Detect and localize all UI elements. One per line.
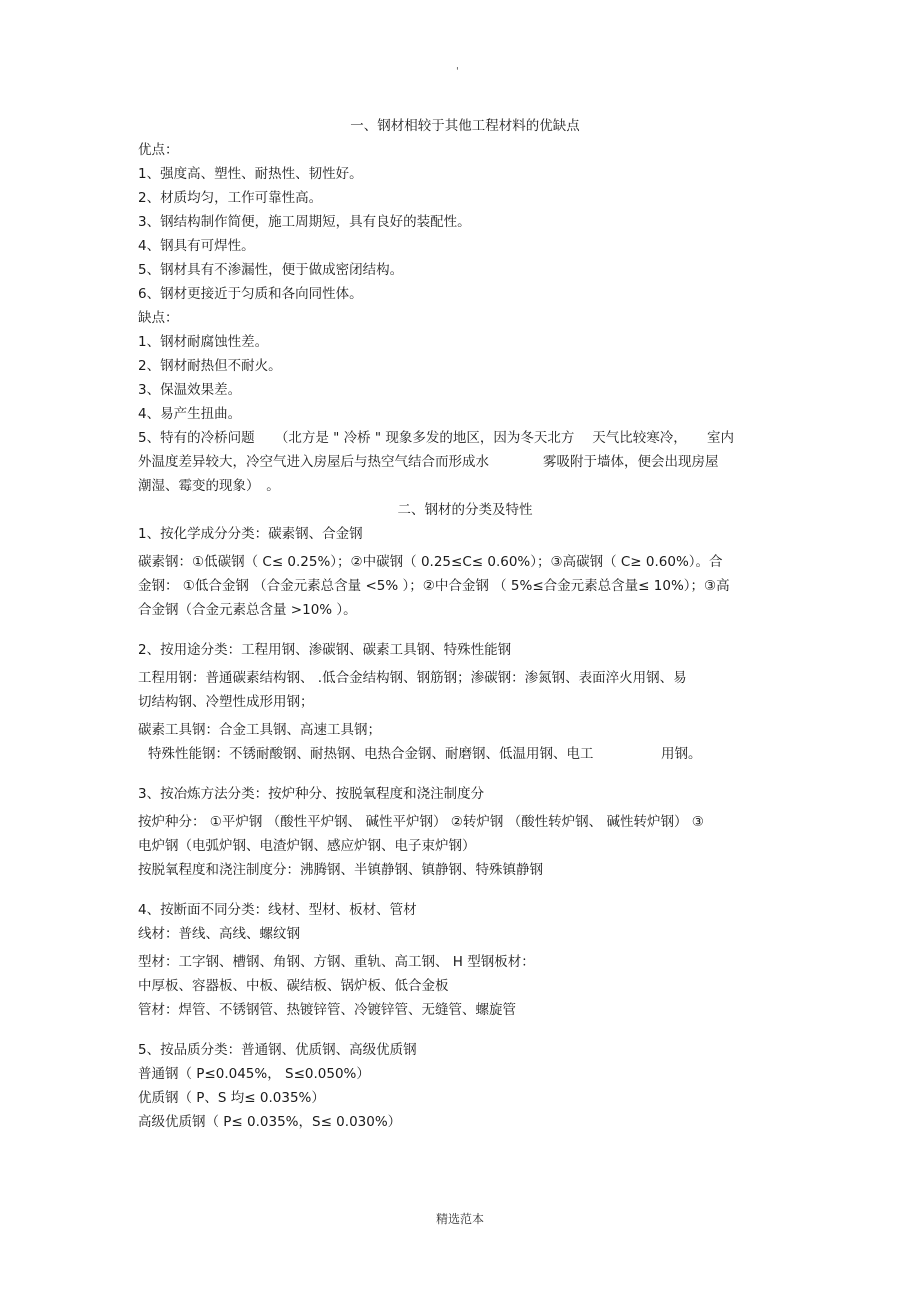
quality-class-line-2: 优质钢（ P、S 均≤ 0.035%）: [138, 1090, 325, 1106]
con-item-2: 2、钢材耐热但不耐火。: [138, 358, 282, 374]
use-class-line-4: 特殊性能钢：不锈耐酸钢、耐热钢、电热合金钢、耐磨钢、低温用钢、电工 用钢。: [148, 746, 702, 762]
section-class-line-2: 型材：工字钢、槽钢、角钢、方钢、重轨、高工钢、 H 型钢板材：: [138, 954, 535, 970]
chem-class-line-1: 碳素钢：①低碳钢（ C≤ 0.25%）；②中碳钢（ 0.25≤C≤ 0.60%）；③高碳钢（ C≥ 0.60%）。合: [138, 554, 723, 570]
use-class-line-2: 切结构钢、冷塑性成形用钢；: [138, 694, 314, 710]
section-class-line-1: 线材：普线、高线、螺纹钢: [138, 926, 300, 942]
smelt-class-line-2: 电炉钢（电弧炉钢、电渣炉钢、感应炉钢、电子束炉钢）: [138, 838, 476, 854]
con-item-4: 4、易产生扭曲。: [138, 406, 242, 422]
section1-title: 一、钢材相较于其他工程材料的优缺点: [350, 118, 580, 134]
smelt-class-heading: 3、按冶炼方法分类：按炉种分、按脱氧程度和浇注制度分: [138, 786, 485, 802]
section2-title: 二、钢材的分类及特性: [397, 502, 533, 518]
quality-class-heading: 5、按品质分类：普通钢、优质钢、高级优质钢: [138, 1042, 417, 1058]
header-mark: ': [456, 66, 459, 77]
section-class-line-3: 中厚板、容器板、中板、碳结板、锅炉板、低合金板: [138, 978, 449, 994]
smelt-class-line-3: 按脱氧程度和浇注制度分：沸腾钢、半镇静钢、镇静钢、特殊镇静钢: [138, 862, 543, 878]
pro-item-3: 3、钢结构制作简便，施工周期短，具有良好的装配性。: [138, 214, 471, 230]
chem-class-line-3: 合金钢（合金元素总含量 >10% ）。: [138, 602, 357, 618]
smelt-class-line-1: 按炉种分： ①平炉钢 （酸性平炉钢、 碱性平炉钢） ②转炉钢 （酸性转炉钢、 碱性转炉钢） ③: [138, 814, 704, 830]
pro-item-2: 2、材质均匀，工作可靠性高。: [138, 190, 323, 206]
con-item-5-line-3: 潮湿、霉变的现象） 。: [138, 478, 280, 494]
pros-label: 优点：: [138, 142, 179, 158]
pro-item-1: 1、强度高、塑性、耐热性、韧性好。: [138, 166, 363, 182]
pro-item-4: 4、钢具有可焊性。: [138, 238, 255, 254]
con-item-5-line-2: 外温度差异较大，冷空气进入房屋后与热空气结合而形成水 雾吸附于墙体，便会出现房屋: [138, 454, 719, 470]
section-class-line-4: 管材：焊管、不锈钢管、热镀锌管、冷镀锌管、无缝管、螺旋管: [138, 1002, 516, 1018]
con-item-1: 1、钢材耐腐蚀性差。: [138, 334, 269, 350]
chem-class-line-2: 金钢： ①低合金钢 （合金元素总含量 <5% ）；②中合金钢 （ 5%≤合金元素总含量≤ 10%）；③高: [138, 578, 730, 594]
con-item-3: 3、保温效果差。: [138, 382, 242, 398]
section-class-heading: 4、按断面不同分类：线材、型材、板材、管材: [138, 902, 417, 918]
cons-label: 缺点：: [138, 310, 179, 326]
use-class-heading: 2、按用途分类：工程用钢、渗碳钢、碳素工具钢、特殊性能钢: [138, 642, 512, 658]
quality-class-line-3: 高级优质钢（ P≤ 0.035%，S≤ 0.030%）: [138, 1114, 402, 1130]
chem-class-heading: 1、按化学成分分类：碳素钢、合金钢: [138, 526, 363, 542]
quality-class-line-1: 普通钢（ P≤0.045%， S≤0.050%）: [138, 1066, 370, 1082]
page-footer: 精选范本: [435, 1212, 484, 1226]
pro-item-5: 5、钢材具有不渗漏性，便于做成密闭结构。: [138, 262, 404, 278]
pro-item-6: 6、钢材更接近于匀质和各向同性体。: [138, 286, 363, 302]
con-item-5-line-1: 5、特有的冷桥问题 （北方是 " 冷桥 " 现象多发的地区，因为冬天北方 天气比较寒冷， 室内: [138, 430, 734, 446]
use-class-line-3: 碳素工具钢：合金工具钢、高速工具钢；: [138, 722, 381, 738]
use-class-line-1: 工程用钢：普通碳素结构钢、 .低合金结构钢、钢筋钢；渗碳钢：渗氮钢、表面淬火用钢、易: [138, 670, 687, 686]
document-body: [138, 114, 792, 1134]
